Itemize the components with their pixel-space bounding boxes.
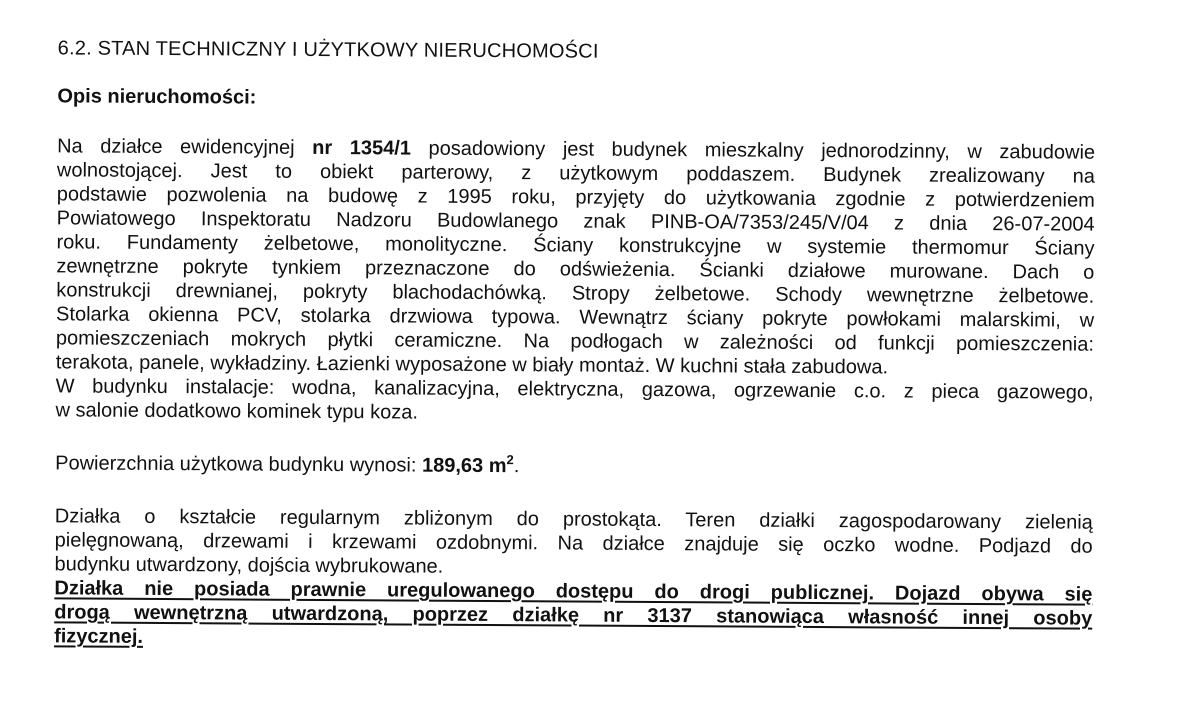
description-line: roku. Fundamenty żelbetowe, monolityczne. Ściany konstrukcyjne w systemie thermomur Ściany — [56, 231, 1095, 260]
usable-area-value: 189,63 $m^2$ — [421, 452, 514, 478]
section-subtitle: Opis nieruchomości: — [57, 85, 257, 109]
access-note-line: Działka nie posiada prawnie uregulowanego dostępu do drogi publicznej. Dojazd obywa się — [54, 577, 1093, 606]
description-line: terakota, panele, wykładziny. Łazienki wyposażone w biały montaż. W kuchni stała zabudowa. — [55, 351, 889, 379]
plot-line: Działka o kształcie regularnym zbliżonym do prostokąta. Teren działki zagospodarowany zielenią — [54, 505, 1093, 534]
description-line: wolnostojącej. Jest to obiekt parterowy, z użytkowym poddaszem. Budynek zrealizowany na — [56, 159, 1096, 188]
description-line: W budynku instalacje: wodna, kanalizacyjna, elektryczna, gazowa, ogrzewanie c.o. z pieca gazowego, — [55, 375, 1094, 404]
description-line: pomieszczeniach mokrych płytki ceramiczne. Na podłogach w zależności od funkcji pomieszczenia: — [55, 327, 1094, 356]
access-note-line: fizycznej. — [54, 625, 144, 648]
description-line: zewnętrzne pokryte tynkiem przeznaczone do odświeżenia. Ścianki działowe murowane. Dach o — [56, 255, 1095, 284]
plot-number: nr 1354/1 — [312, 136, 412, 160]
description-line: w salonie dodatkowo kominek typu koza. — [55, 399, 418, 424]
access-note-line: drogą wewnętrzną utwardzoną, poprzez działkę nr 3137 stanowiąca własność innej osoby — [54, 601, 1093, 630]
usable-area-line: Powierzchnia użytkowa budynku wynosi: 189,63 $m^2$. — [55, 452, 520, 478]
description-line: podstawie pozwolenia na budowę z 1995 roku, przyjęty do użytkowania zgodnie z potwierdzeniem — [56, 183, 1095, 212]
description-line: konstrukcji drewnianej, pokryty blachodachówką. Stropy żelbetowe. Schody wewnętrzne żelbetowe. — [56, 279, 1095, 308]
description-line: Stolarka okienna PCV, stolarka drzwiowa typowa. Wewnątrz ściany pokryte powłokami malarskimi, w — [56, 303, 1095, 332]
plot-line: budynku utwardzony, dojścia wybrukowane. — [54, 553, 444, 578]
description-line: Na działce ewidencyjnej nr 1354/1 posadowiony jest budynek mieszkalny jednorodzinny, w zabudowie — [57, 135, 1096, 164]
section-title: 6.2. STAN TECHNICZNY I UŻYTKOWY NIERUCHOMOŚCI — [57, 37, 599, 63]
plot-line: pielęgnowaną, drzewami i krzewami ozdobnymi. Na działce znajduje się oczko wodne. Podjazd do — [54, 529, 1093, 558]
description-line: Powiatowego Inspektoratu Nadzoru Budowlanego znak PINB-OA/7353/245/V/04 z dnia 26-07-2004 — [56, 207, 1095, 236]
